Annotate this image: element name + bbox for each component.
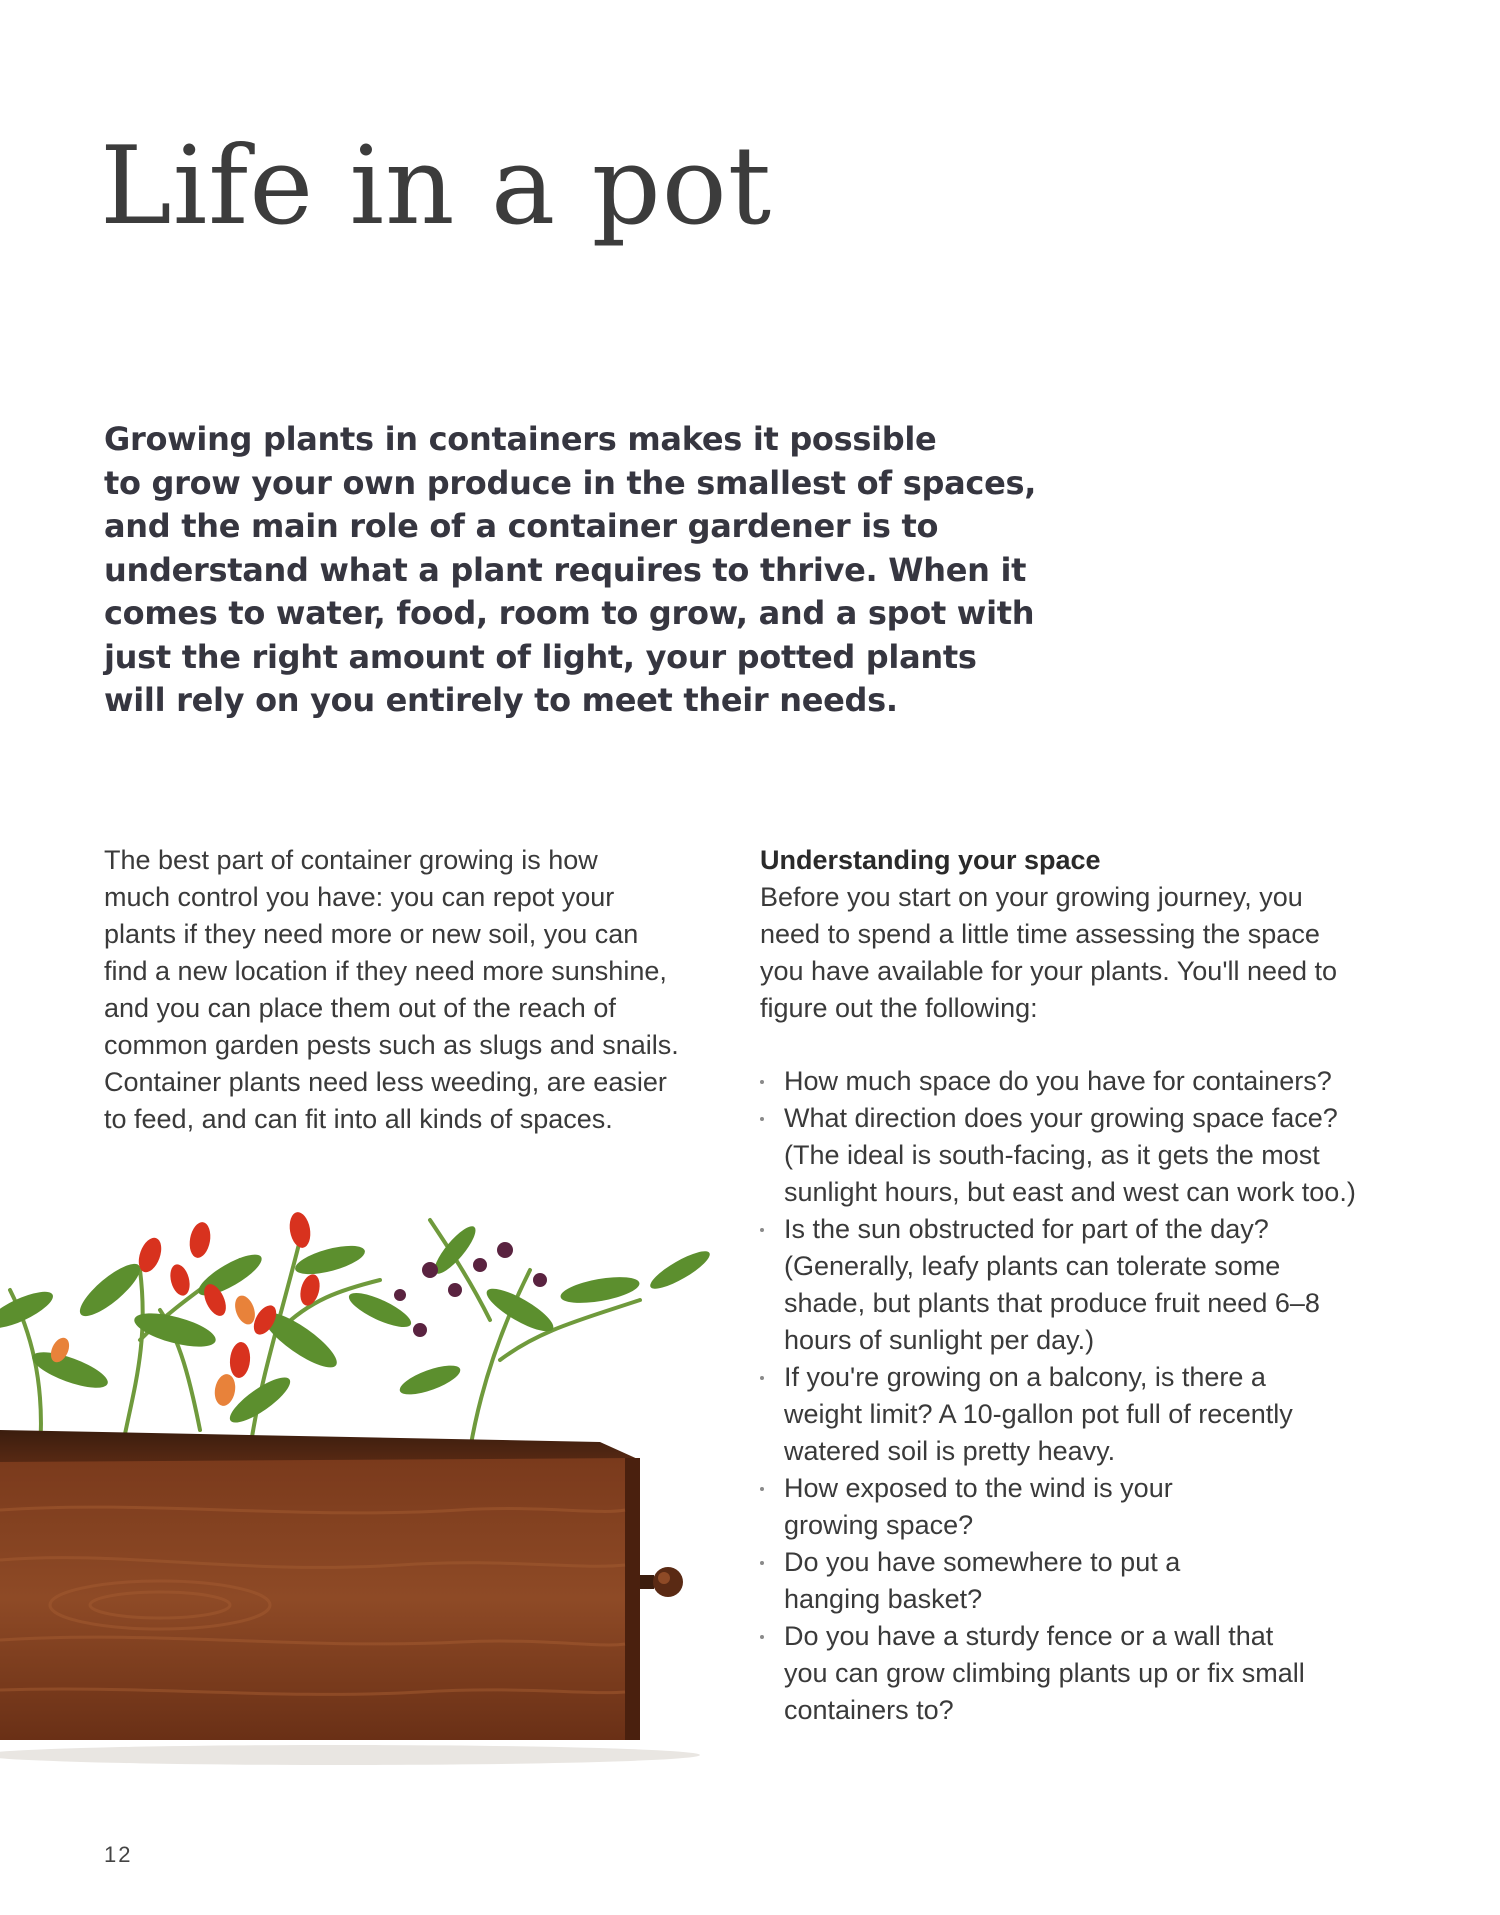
body-line: find a new location if they need more sunshine,	[104, 956, 667, 986]
list-line: Do you have a sturdy fence or a wall that	[784, 1621, 1274, 1651]
body-line: to feed, and can fit into all kinds of spaces.	[104, 1104, 613, 1134]
list-line: shade, but plants that produce fruit need 6–8	[784, 1288, 1320, 1318]
red-peppers	[134, 1211, 322, 1379]
list-line: weight limit? A 10-gallon pot full of recently	[784, 1399, 1293, 1429]
list-line: What direction does your growing space face?	[784, 1103, 1338, 1133]
list-item	[760, 1359, 1400, 1470]
intro-line: understand what a plant requires to thrive. When it	[104, 550, 1027, 589]
question-list	[760, 1063, 1400, 1729]
body-line: Container plants need less weeding, are easier	[104, 1067, 667, 1097]
planter-shadow	[0, 1745, 700, 1765]
right-column	[760, 842, 1400, 1729]
intro-line: just the right amount of light, your potted plants	[104, 637, 977, 676]
intro-line: Growing plants in containers makes it possible	[104, 420, 937, 458]
section-subhead: Understanding your space	[760, 845, 1101, 875]
body-line: much control you have: you can repot your	[104, 882, 615, 912]
body-line: Before you start on your growing journey, you	[760, 882, 1303, 912]
list-line: (The ideal is south-facing, as it gets the most	[784, 1140, 1320, 1170]
intro-line: to grow your own produce in the smallest of spaces,	[104, 463, 1037, 502]
left-column-paragraph	[104, 842, 744, 1138]
body-line: The best part of container growing is how	[104, 845, 598, 875]
intro-paragraph	[104, 418, 1037, 723]
list-item	[760, 1063, 1400, 1100]
body-line: plants if they need more or new soil, you can	[104, 919, 639, 949]
list-line: hanging basket?	[784, 1584, 983, 1614]
list-item	[760, 1544, 1400, 1618]
body-line: and you can place them out of the reach of	[104, 993, 616, 1023]
list-line: (Generally, leafy plants can tolerate some	[784, 1251, 1281, 1281]
list-item	[760, 1618, 1400, 1729]
list-line: watered soil is pretty heavy.	[784, 1436, 1116, 1466]
plant-leaves	[0, 1221, 714, 1429]
list-line: If you're growing on a balcony, is there a	[784, 1362, 1266, 1392]
page-number: 12	[104, 1842, 133, 1867]
list-line: How much space do you have for containers?	[784, 1066, 1332, 1096]
list-item	[760, 1100, 1400, 1211]
list-line: Do you have somewhere to put a	[784, 1547, 1181, 1577]
body-line: figure out the following:	[760, 993, 1038, 1023]
list-line: Is the sun obstructed for part of the day?	[784, 1214, 1269, 1244]
intro-line: will rely on you entirely to meet their needs.	[104, 681, 898, 719]
list-line: containers to?	[784, 1695, 954, 1725]
list-line: sunlight hours, but east and west can work too.)	[784, 1177, 1356, 1207]
intro-line: comes to water, food, room to grow, and a spot with	[104, 594, 1035, 632]
list-line: How exposed to the wind is your	[784, 1473, 1173, 1503]
planter-photo	[0, 1180, 740, 1770]
list-line: you can grow climbing plants up or fix small	[784, 1658, 1305, 1688]
list-line: growing space?	[784, 1510, 974, 1540]
intro-line: and the main role of a container gardener is to	[104, 507, 939, 545]
body-line: need to spend a little time assessing the space	[760, 919, 1320, 949]
drawer-knob	[640, 1567, 683, 1597]
list-item	[760, 1211, 1400, 1359]
orange-peppers	[47, 1293, 258, 1408]
list-line: hours of sunlight per day.)	[784, 1325, 1095, 1355]
body-line: common garden pests such as slugs and snails.	[104, 1030, 679, 1060]
body-line: you have available for your plants. You'll need to	[760, 956, 1338, 986]
list-item	[760, 1470, 1400, 1544]
right-column-paragraph	[760, 879, 1400, 1027]
page-title: Life in a pot	[100, 124, 773, 249]
